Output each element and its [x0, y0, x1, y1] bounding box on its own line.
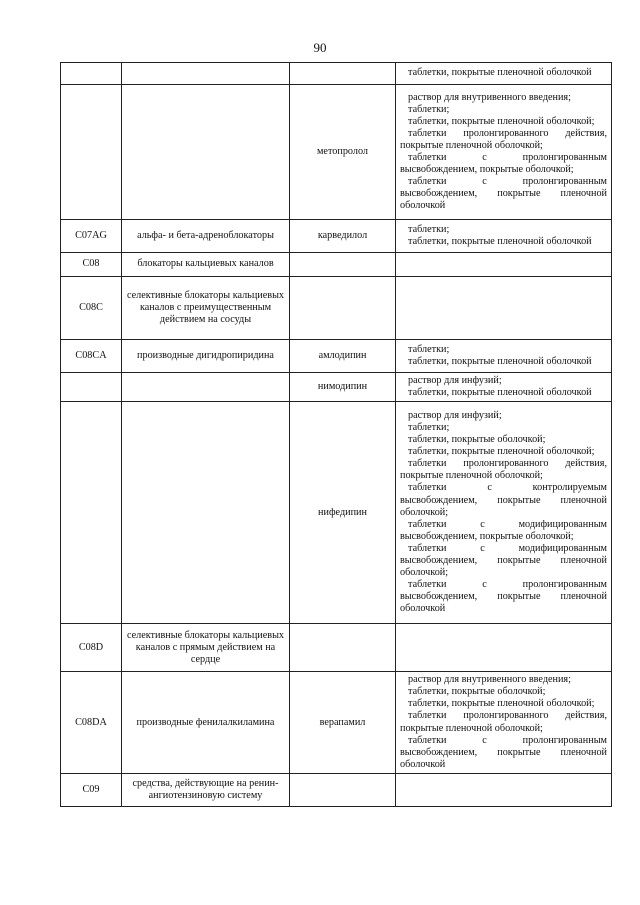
table-row — [61, 63, 612, 85]
dosage-form-line: таблетки с контролируемым высвобождением, покрытые пленочной оболочкой; — [400, 482, 607, 518]
drug-name-cell: нимодипин — [290, 373, 396, 402]
dosage-form-line: таблетки, покрытые оболочкой; — [408, 434, 546, 446]
table-row — [61, 277, 612, 340]
drug-name-cell — [290, 773, 396, 806]
dosage-form-line: таблетки, покрытые пленочной оболочкой; — [408, 446, 595, 458]
atc-group-cell: средства, действующие на ренин-ангиотензиновую систему — [122, 773, 290, 806]
atc-code-cell: C08DA — [61, 672, 122, 774]
drug-name-cell — [290, 253, 396, 277]
atc-group-cell — [122, 63, 290, 85]
atc-code-cell — [61, 402, 122, 624]
drug-name-cell: карведилол — [290, 220, 396, 253]
drug-name-cell: метопролол — [290, 85, 396, 220]
drug-table — [60, 62, 612, 807]
table-row — [61, 253, 612, 277]
dosage-form-line: таблетки, покрытые пленочной оболочкой; — [408, 115, 595, 127]
dosage-forms-cell — [396, 277, 612, 340]
dosage-form-line: таблетки, покрытые пленочной оболочкой — [408, 387, 592, 399]
dosage-forms-cell — [396, 220, 612, 253]
table-row — [61, 373, 612, 402]
atc-group-cell — [122, 402, 290, 624]
atc-code-cell: C08 — [61, 253, 122, 277]
atc-code-cell: C09 — [61, 773, 122, 806]
dosage-form-line: таблетки; — [408, 421, 450, 433]
dosage-form-line: таблетки, покрытые пленочной оболочкой; — [408, 698, 595, 710]
dosage-form-line: раствор для внутривенного введения; — [408, 674, 571, 686]
dosage-forms-cell — [396, 373, 612, 402]
dosage-forms-cell — [396, 63, 612, 85]
dosage-forms-cell — [396, 624, 612, 672]
drug-name-cell: верапамил — [290, 672, 396, 774]
dosage-form-line: раствор для инфузий; — [408, 375, 502, 386]
dosage-form-line: таблетки, покрытые пленочной оболочкой — [408, 236, 592, 247]
table-row — [61, 624, 612, 672]
dosage-form-line: раствор для инфузий; — [408, 409, 502, 421]
table-row — [61, 85, 612, 220]
atc-group-cell: селективные блокаторы кальциевых каналов с преимущественным действием на сосуды — [122, 277, 290, 340]
page-number: 90 — [313, 40, 327, 55]
dosage-form-line: таблетки; — [408, 223, 450, 235]
atc-group-cell: блокаторы кальциевых каналов — [122, 253, 290, 277]
table-row — [61, 220, 612, 253]
atc-code-cell: C08C — [61, 277, 122, 340]
dosage-forms-cell — [396, 253, 612, 277]
dosage-form-line: таблетки с модифицированным высвобождением, покрытые оболочкой; — [400, 518, 607, 542]
table-row — [61, 773, 612, 806]
atc-group-cell: производные дигидропиридина — [122, 340, 290, 373]
dosage-form-line: таблетки, покрытые пленочной оболочкой — [408, 67, 592, 79]
atc-code-cell: C08CA — [61, 340, 122, 373]
drug-name-cell: нифедипин — [290, 402, 396, 624]
atc-group-cell: селективные блокаторы кальциевых каналов с прямым действием на сердце — [122, 624, 290, 672]
dosage-form-line: таблетки с пролонгированным высвобождением, покрытые пленочной оболочкой — [400, 734, 607, 770]
drug-name-cell — [290, 277, 396, 340]
dosage-forms-cell — [396, 672, 612, 774]
dosage-form-line: таблетки с пролонгированным высвобождением, покрытые пленочной оболочкой — [400, 176, 607, 212]
dosage-forms-cell — [396, 340, 612, 373]
dosage-form-line: таблетки пролонгированного действия, покрытые пленочной оболочкой; — [400, 710, 607, 734]
dosage-form-line: таблетки, покрытые оболочкой; — [408, 686, 546, 698]
atc-group-cell: производные фенилалкиламина — [122, 672, 290, 774]
atc-group-cell — [122, 85, 290, 220]
dosage-form-line: таблетки с пролонгированным высвобождением, покрытые пленочной оболочкой — [400, 579, 607, 615]
drug-name-cell: амлодипин — [290, 340, 396, 373]
dosage-forms-cell — [396, 85, 612, 220]
dosage-form-line: таблетки; — [408, 103, 450, 115]
atc-code-cell — [61, 373, 122, 402]
drug-name-cell — [290, 63, 396, 85]
dosage-form-line: таблетки пролонгированного действия, покрытые пленочной оболочкой; — [400, 458, 607, 482]
atc-code-cell — [61, 85, 122, 220]
drug-name-cell — [290, 624, 396, 672]
atc-group-cell: альфа- и бета-адреноблокаторы — [122, 220, 290, 253]
dosage-form-line: таблетки, покрытые пленочной оболочкой — [408, 356, 592, 367]
dosage-form-line: таблетки с пролонгированным высвобождением, покрытые оболочкой; — [400, 152, 607, 176]
dosage-form-line: раствор для внутривенного введения; — [408, 91, 571, 103]
dosage-form-line: таблетки пролонгированного действия, покрытые пленочной оболочкой; — [400, 127, 607, 151]
drug-table-body — [61, 63, 612, 807]
dosage-form-line: таблетки; — [408, 343, 450, 355]
atc-code-cell: C07AG — [61, 220, 122, 253]
table-row — [61, 402, 612, 624]
table-row — [61, 340, 612, 373]
dosage-forms-cell — [396, 402, 612, 624]
dosage-form-line: таблетки с модифицированным высвобождением, покрытые пленочной оболочкой; — [400, 542, 607, 579]
dosage-forms-cell — [396, 773, 612, 806]
table-row — [61, 672, 612, 774]
atc-code-cell — [61, 63, 122, 85]
atc-group-cell — [122, 373, 290, 402]
atc-code-cell: C08D — [61, 624, 122, 672]
